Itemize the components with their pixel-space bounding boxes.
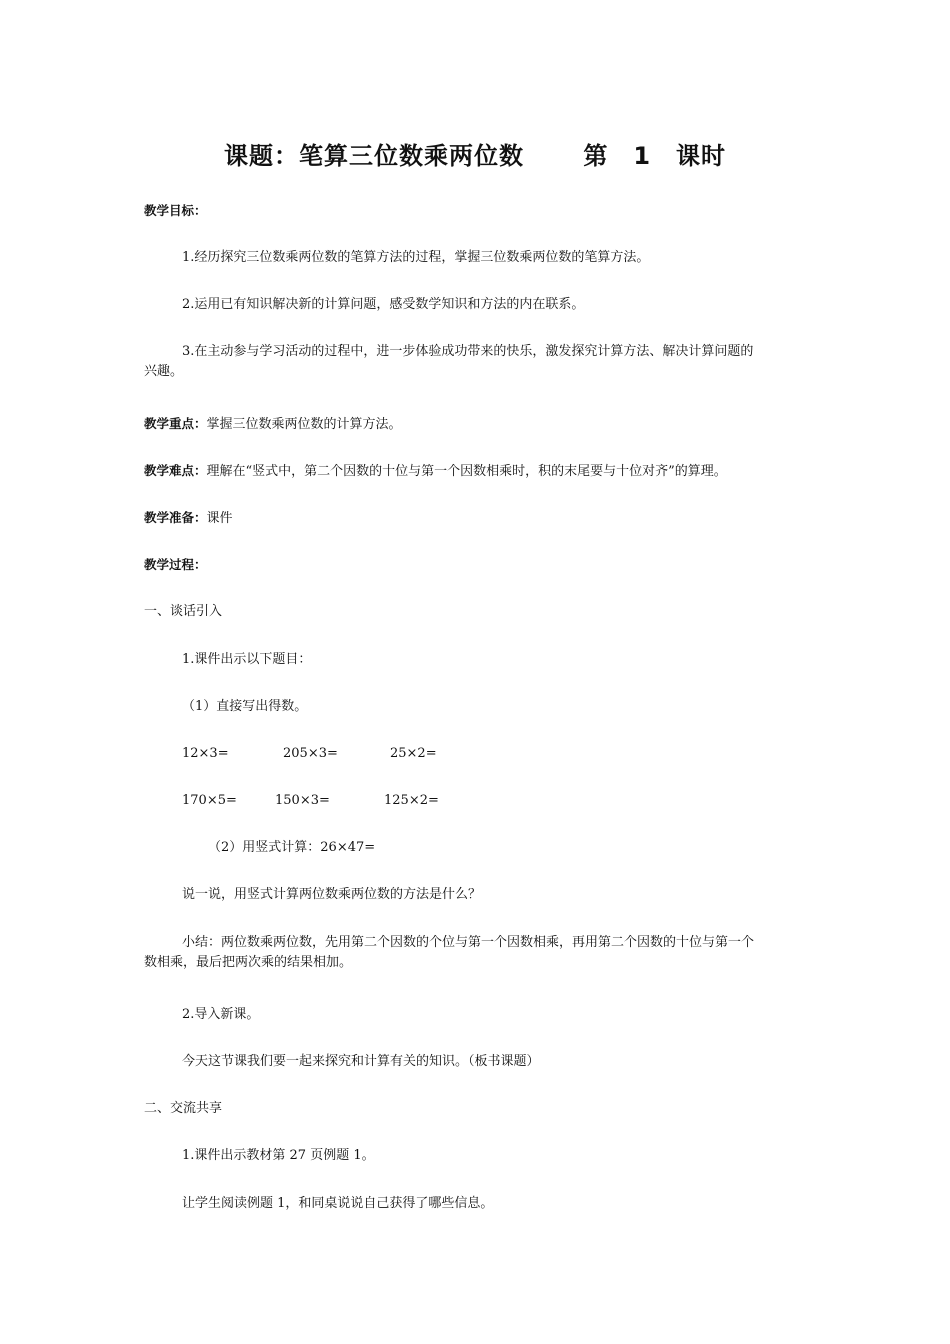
math-problem: 25×2=: [390, 746, 437, 761]
objective-item-2: 2.运用已有知识解决新的计算问题，感受数学知识和方法的内在联系。: [182, 297, 585, 312]
objective-item-1: 1.经历探究三位数乘两位数的笔算方法的过程，掌握三位数乘两位数的笔算方法。: [182, 250, 650, 265]
math-problem: 205×3=: [283, 746, 338, 761]
process-label: 教学过程：: [144, 557, 207, 572]
math-problem: 170×5=: [182, 793, 237, 808]
section1-item1: 1.课件出示以下题目：: [182, 652, 312, 667]
section2-heading: 二、交流共享: [144, 1101, 223, 1116]
objectives-label: 教学目标：: [144, 203, 207, 218]
section1-question: 说一说，用竖式计算两位数乘两位数的方法是什么？: [182, 887, 482, 902]
difficulty: [144, 461, 727, 482]
key-point-text: 掌握三位数乘两位数的计算方法。: [206, 417, 402, 432]
section1-intro: 今天这节课我们要一起来探究和计算有关的知识。（板书课题）: [182, 1054, 540, 1069]
section2-read: 让学生阅读例题 1，和同桌说说自己获得了哪些信息。: [182, 1196, 494, 1211]
section1-summary: 小结：两位数乘两位数，先用第二个因数的个位与第一个因数相乘，再用第二个因数的十位与第一个数相乘，最后把两次乘的结果相加。: [144, 935, 755, 970]
preparation-label: 教学准备：: [144, 510, 207, 525]
objective-item-3: 3.在主动参与学习活动的过程中，进一步体验成功带来的快乐，激发探究计算方法、解决计算问题的兴趣。: [144, 344, 754, 379]
lesson-title: 课题：笔算三位数乘两位数 第 1 课时: [223, 142, 727, 170]
section1-heading: 一、谈话引入: [144, 604, 223, 619]
math-problem: 125×2=: [384, 793, 439, 808]
difficulty-label: 教学难点：: [144, 463, 207, 478]
math-problem: 150×3=: [275, 793, 330, 808]
preparation-text: 课件: [206, 511, 233, 526]
section1-sub1: （1）直接写出得数。: [182, 699, 308, 714]
preparation: [144, 508, 233, 529]
key-point: [144, 414, 402, 435]
section2-item1: 1.课件出示教材第 27 页例题 1。: [182, 1148, 375, 1163]
difficulty-text: 理解在“竖式中，第二个因数的十位与第一个因数相乘时，积的末尾要与十位对齐”的算理。: [206, 464, 727, 479]
math-problem: 12×3=: [182, 746, 229, 761]
key-point-label: 教学重点：: [144, 416, 207, 431]
section1-sub2: （2）用竖式计算：26×47=: [208, 840, 376, 855]
section1-item2: 2.导入新课。: [182, 1007, 260, 1022]
